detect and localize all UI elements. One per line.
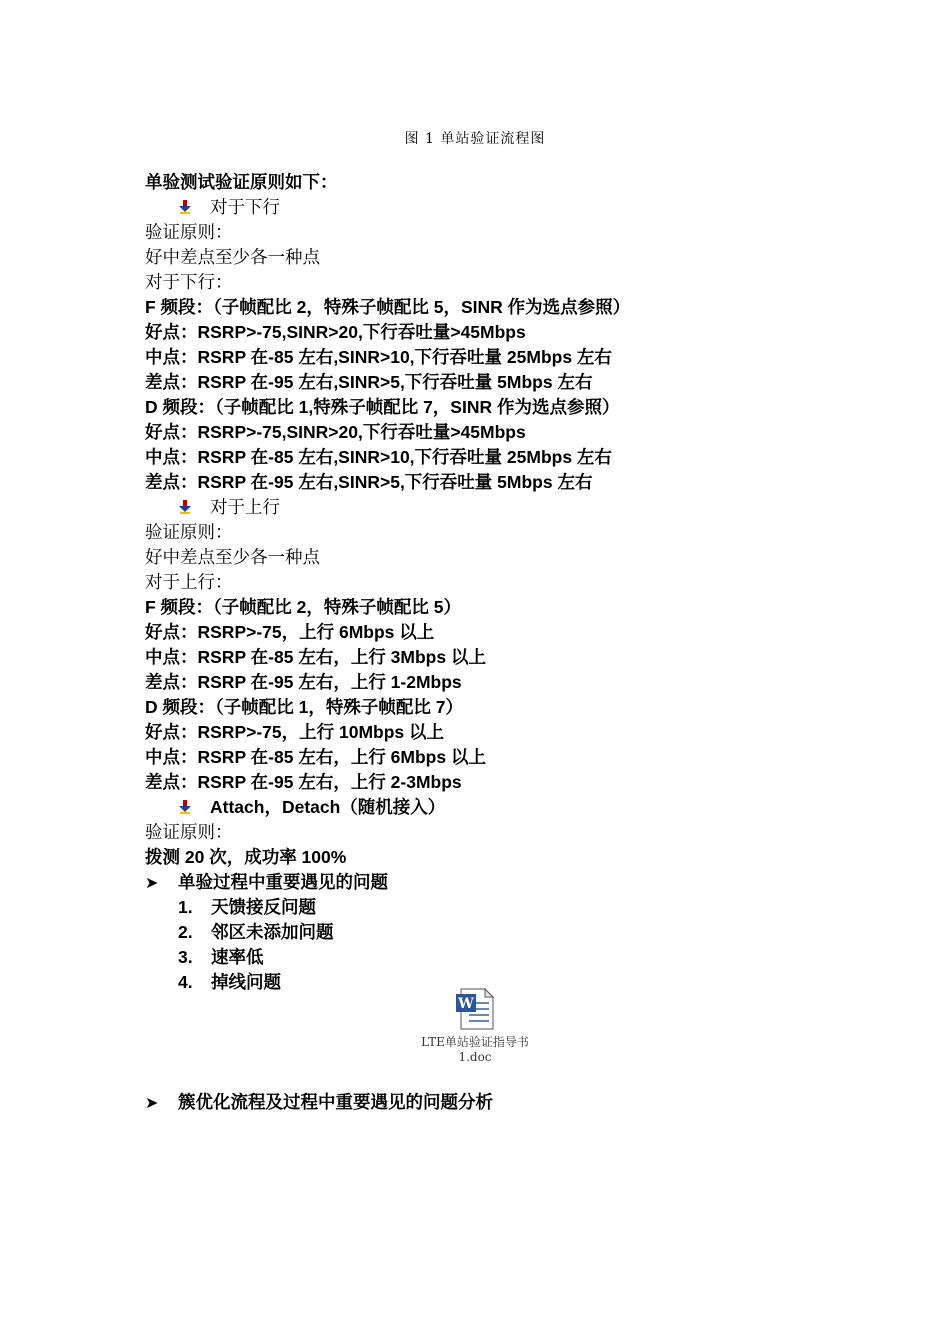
- issue-text: 速率低: [211, 947, 264, 967]
- intro-line: 单验测试验证原则如下：: [145, 172, 338, 192]
- word-document-icon[interactable]: [455, 988, 495, 1030]
- uplink-d-mid: 中点：RSRP 在-85 左右，上行 6Mbps 以上: [145, 747, 486, 767]
- downlink-principle-text: 好中差点至少各一种点: [145, 247, 320, 267]
- issue-number: 4.: [178, 972, 193, 992]
- uplink-f-mid: 中点：RSRP 在-85 左右，上行 3Mbps 以上: [145, 647, 486, 667]
- bullet-uplink-label: 对于上行: [210, 497, 280, 517]
- cluster-optimization-heading: 簇优化流程及过程中重要遇见的问题分析: [178, 1092, 493, 1112]
- issue-text: 天馈接反问题: [211, 897, 316, 917]
- uplink-d-bad: 差点：RSRP 在-95 左右，上行 2-3Mbps: [145, 772, 462, 792]
- uplink-principle-label: 验证原则：: [145, 522, 233, 542]
- issues-heading-line: [145, 870, 845, 895]
- uplink-f-band: F 频段：（子帧配比 2，特殊子帧配比 5）: [145, 597, 461, 617]
- bullet-downlink-label: 对于下行: [210, 197, 280, 217]
- arrowhead-bullet-icon: ➤: [145, 875, 159, 892]
- attach-principle-label: 验证原则：: [145, 822, 233, 842]
- bullet-attach-label: Attach，Detach（随机接入）: [210, 797, 446, 817]
- issue-number: 3.: [178, 947, 193, 967]
- cluster-optimization-heading-line: [145, 1090, 493, 1115]
- downlink-f-good: 好点：RSRP>-75,SINR>20,下行吞吐量>45Mbps: [145, 322, 526, 342]
- attach-principle-text: 拨测 20 次，成功率 100%: [145, 847, 347, 867]
- issue-item: [145, 920, 845, 945]
- uplink-f-bad: 差点：RSRP 在-95 左右，上行 1-2Mbps: [145, 672, 462, 692]
- downlink-f-band: F 频段：（子帧配比 2，特殊子帧配比 5，SINR 作为选点参照）: [145, 297, 631, 317]
- embedded-attachment[interactable]: [400, 988, 550, 1065]
- downlink-d-band: D 频段：（子帧配比 1,特殊子帧配比 7，SINR 作为选点参照）: [145, 397, 620, 417]
- issue-number: 1.: [178, 897, 193, 917]
- uplink-scope: 对于上行：: [145, 572, 233, 592]
- arrowhead-bullet-icon: ➤: [145, 1095, 159, 1112]
- issue-item: [145, 895, 845, 920]
- figure-caption: 图 1 单站验证流程图: [404, 131, 546, 147]
- downlink-d-mid: 中点：RSRP 在-85 左右,SINR>10,下行吞吐量 25Mbps 左右: [145, 447, 612, 467]
- bullet-uplink: [145, 495, 845, 520]
- arrow-bullet-icon: [178, 196, 192, 210]
- uplink-d-good: 好点：RSRP>-75，上行 10Mbps 以上: [145, 722, 445, 742]
- arrow-bullet-icon: [178, 496, 192, 510]
- downlink-d-bad: 差点：RSRP 在-95 左右,SINR>5,下行吞吐量 5Mbps 左右: [145, 472, 593, 492]
- svg-text:W: W: [458, 996, 474, 1012]
- issue-text: 掉线问题: [211, 972, 281, 992]
- issue-number: 2.: [178, 922, 193, 942]
- uplink-d-band: D 频段：（子帧配比 1，特殊子帧配比 7）: [145, 697, 463, 717]
- issue-text: 邻区未添加问题: [211, 922, 334, 942]
- downlink-f-mid: 中点：RSRP 在-85 左右,SINR>10,下行吞吐量 25Mbps 左右: [145, 347, 612, 367]
- downlink-d-good: 好点：RSRP>-75,SINR>20,下行吞吐量>45Mbps: [145, 422, 526, 442]
- document-body: [145, 170, 845, 995]
- bullet-downlink: [145, 195, 845, 220]
- downlink-f-bad: 差点：RSRP 在-95 左右,SINR>5,下行吞吐量 5Mbps 左右: [145, 372, 593, 392]
- arrow-bullet-icon: [178, 796, 192, 810]
- bullet-attach: [145, 795, 845, 820]
- issues-heading: 单验过程中重要遇见的问题: [178, 872, 388, 892]
- downlink-scope: 对于下行：: [145, 272, 233, 292]
- downlink-principle-label: 验证原则：: [145, 222, 233, 242]
- issue-item: [145, 945, 845, 970]
- attachment-filename-line2: 1.doc: [458, 1050, 492, 1064]
- attachment-filename-line1: LTE单站验证指导书: [421, 1035, 529, 1049]
- uplink-f-good: 好点：RSRP>-75，上行 6Mbps 以上: [145, 622, 435, 642]
- uplink-principle-text: 好中差点至少各一种点: [145, 547, 320, 567]
